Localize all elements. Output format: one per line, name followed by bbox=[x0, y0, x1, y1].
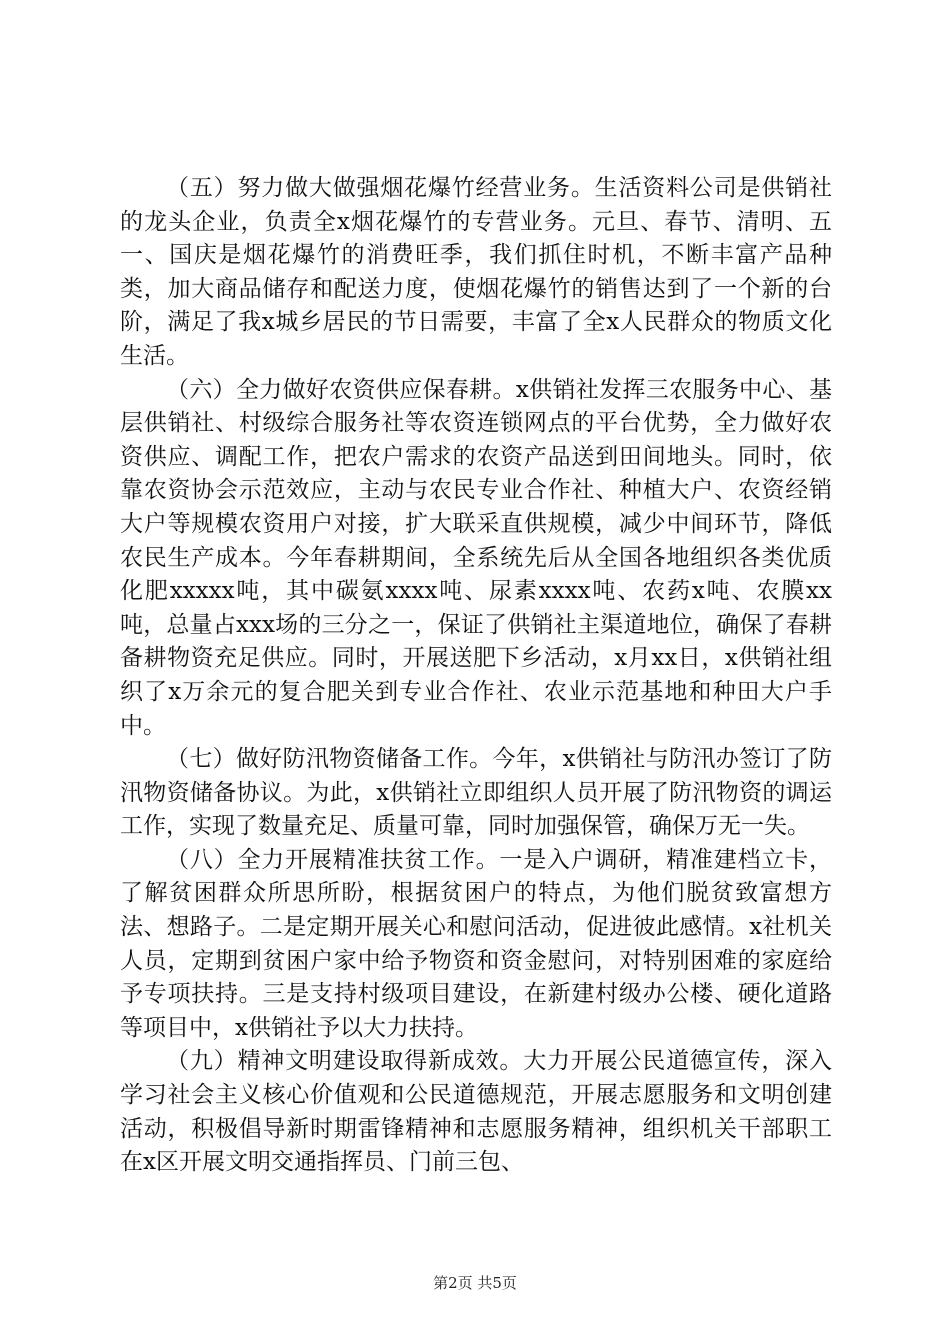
paragraph-5: （五）努力做大做强烟花爆竹经营业务。生活资料公司是供销社的龙头企业，负责全x烟花爆竹的专营业务。元旦、春节、清明、五一、国庆是烟花爆竹的消费旺季，我们抓住时机，不断丰富产品种类，加大商品储存和配送力度，使烟花爆竹的销售达到了一个新的台阶，满足了我x城乡居民的节日需要，丰富了全x人民群众的物质文化生活。 bbox=[120, 175, 832, 369]
paragraph-6: （六）全力做好农资供应保春耕。x供销社发挥三农服务中心、基层供销社、村级综合服务社等农资连锁网点的平台优势，全力做好农资供应、调配工作，把农户需求的农资产品送到田间地头。同时，依靠农资协会示范效应，主动与农民专业合作社、种植大户、农资经销大户等规模农资用户对接，扩大联采直供规模，减少中间环节，降低农民生产成本。今年春耕期间，全系统先后从全国各地组织各类优质化肥xxxxx吨，其中碳氨xxxx吨、尿素xxxx吨、农药x吨、农膜xx吨，总量占xxx场的三分之一，保证了供销社主渠道地位，确保了春耕备耕物资充足供应。同时，开展送肥下乡活动，x月xx日，x供销社组织了x万余元的复合肥关到专业合作社、农业示范基地和种田大户手中。 bbox=[120, 376, 832, 739]
document-body bbox=[120, 172, 832, 1180]
paragraph-7: （七）做好防汛物资储备工作。今年，x供销社与防汛办签订了防汛物资储备协议。为此，x供销社立即组织人员开展了防汛物资的调运工作，实现了数量充足、质量可靠，同时加强保管，确保万无一失。 bbox=[120, 746, 832, 840]
paragraph-8: （八）全力开展精准扶贫工作。一是入户调研，精准建档立卡，了解贫困群众所思所盼，根据贫困户的特点，为他们脱贫致富想方法、想路子。二是定期开展关心和慰问活动，促进彼此感情。x社机关人员，定期到贫困户家中给予物资和资金慰问，对特别困难的家庭给予专项扶持。三是支持村级项目建设，在新建村级办公楼、硬化道路等项目中，x供销社予以大力扶持。 bbox=[120, 846, 832, 1041]
paragraph-9: （九）精神文明建设取得新成效。大力开展公民道德宣传，深入学习社会主义核心价值观和公民道德规范，开展志愿服务和文明创建活动，积极倡导新时期雷锋精神和志愿服务精神，组织机关干部职工在x区开展文明交通指挥员、门前三包、 bbox=[120, 1048, 832, 1176]
page-footer: 第2页 共5页 bbox=[433, 1274, 517, 1292]
